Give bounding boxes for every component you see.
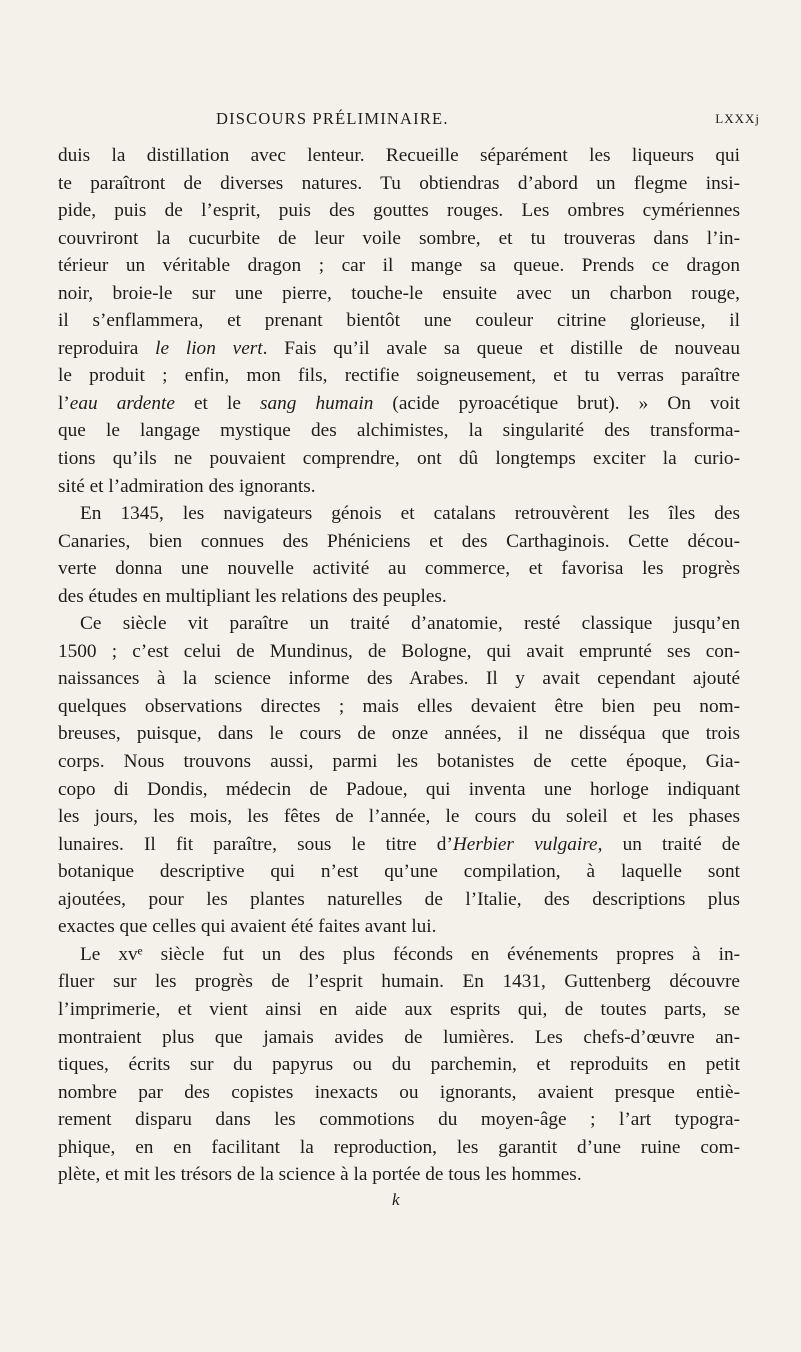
text-run: exactes que celles qui avaient été faites avant lui. xyxy=(58,916,437,938)
text-run: verte donna une nouvelle activité au commerce, et favorisa les progrès xyxy=(58,558,740,580)
text-run: il s’enflammera, et prenant bientôt une couleur citrine glorieuse, il xyxy=(58,310,740,332)
text-run: les jours, les mois, les fêtes de l’année, le cours du soleil et les phases xyxy=(58,806,740,828)
text-run: ajoutées, pour les plantes naturelles de l’Italie, des descriptions plus xyxy=(58,888,740,910)
text-run: duis la distillation avec lenteur. Recueille séparément les liqueurs qui xyxy=(58,145,740,166)
text-line xyxy=(58,1079,740,1107)
text-line xyxy=(58,610,740,638)
text-line xyxy=(58,941,740,969)
text-line xyxy=(58,1134,740,1162)
text-line xyxy=(58,1161,740,1189)
text-run: te paraîtront de diverses natures. Tu obtiendras d’abord un flegme insi- xyxy=(58,172,740,194)
text-line xyxy=(58,583,740,611)
text-run: plète, et mit les trésors de la science à la portée de tous les hommes. xyxy=(58,1164,582,1186)
text-run: l’imprimerie, et vient ainsi en aide aux esprits qui, de toutes parts, se xyxy=(58,998,740,1020)
text-run: . Fais qu’il avale sa queue et distille de nouveau xyxy=(262,337,740,359)
text-run: naissances à la science informe des Arabes. Il y avait cependant ajouté xyxy=(58,668,740,690)
text-line xyxy=(58,665,740,693)
text-line xyxy=(58,528,740,556)
text-line xyxy=(58,638,740,666)
text-run: tiques, écrits sur du papyrus ou du parchemin, et reproduits en petit xyxy=(58,1054,740,1076)
italic-phrase: le lion vert xyxy=(155,337,263,359)
text-run: reproduira xyxy=(58,337,156,359)
text-line xyxy=(58,335,740,363)
italic-phrase: eau ardente xyxy=(69,392,175,414)
text-run: que le langage mystique des alchimistes, la singularité des transforma- xyxy=(58,420,740,442)
text-run: quelques observations directes ; mais elles devaient être bien peu nom- xyxy=(58,695,740,717)
text-line xyxy=(58,968,740,996)
text-run: (acide pyroacétique brut). » On voit xyxy=(373,392,741,414)
text-run: phique, en en facilitant la reproduction, les garantit d’une ruine com- xyxy=(58,1136,740,1158)
text-run: copo di Dondis, médecin de Padoue, qui inventa une horloge indiquant xyxy=(58,778,740,800)
text-line xyxy=(58,555,740,583)
text-line xyxy=(58,252,740,280)
text-run: pide, puis de l’esprit, puis des gouttes rouges. Les ombres cymériennes xyxy=(58,200,740,222)
text-run: le produit ; enfin, mon fils, rectifie soigneusement, et tu verras paraître xyxy=(58,365,740,387)
text-line xyxy=(58,776,740,804)
text-run: sité et l’admiration des ignorants. xyxy=(58,475,316,497)
running-title: DISCOURS PRÉLIMINAIRE. xyxy=(216,109,449,128)
text-run: rement disparu dans les commotions du moyen-âge ; l’art typogra- xyxy=(58,1109,740,1131)
text-line xyxy=(58,417,740,445)
text-line xyxy=(58,362,740,390)
text-line xyxy=(58,858,740,886)
text-line xyxy=(58,748,740,776)
running-head xyxy=(40,109,760,133)
text-line xyxy=(58,473,740,501)
text-line xyxy=(58,500,740,528)
text-line xyxy=(58,803,740,831)
text-run: corps. Nous trouvons aussi, parmi les botanistes de cette époque, Gia- xyxy=(58,751,740,773)
text-run: fluer sur les progrès de l’esprit humain. En 1431, Guttenberg découvre xyxy=(58,971,740,993)
text-line xyxy=(58,307,740,335)
text-run: Le xvᵉ siècle fut un des plus féconds en événements propres à in- xyxy=(80,943,740,965)
text-run: En 1345, les navigateurs génois et catalans retrouvèrent les îles des xyxy=(80,503,740,525)
text-run: lunaires. Il fit paraître, sous le titre d’ xyxy=(58,833,453,855)
italic-phrase: Herbier vulgaire xyxy=(452,833,598,855)
text-run: , un traité de xyxy=(597,833,741,855)
text-run: térieur un véritable dragon ; car il mange sa queue. Prends ce dragon xyxy=(58,255,740,277)
text-run: couvriront la cucurbite de leur voile sombre, et tu trouveras dans l’in- xyxy=(58,227,740,249)
text-run: nombre par des copistes inexacts ou ignorants, avaient presque entiè- xyxy=(58,1081,740,1103)
text-run: breuses, puisque, dans le cours de onze années, il ne disséqua que trois xyxy=(58,723,740,745)
text-run: Ce siècle vit paraître un traité d’anatomie, resté classique jusqu’en xyxy=(80,613,740,635)
text-run: 1500 ; c’est celui de Mundinus, de Bologne, qui avait emprunté ses con- xyxy=(58,640,740,662)
text-line xyxy=(58,1051,740,1079)
text-run: montraient plus que jamais avides de lumières. Les chefs-d’œuvre an- xyxy=(58,1026,740,1048)
text-line xyxy=(58,913,740,941)
text-run: tions qu’ils ne pouvaient comprendre, ont dû longtemps exciter la curio- xyxy=(58,448,740,470)
text-run: des études en multipliant les relations des peuples. xyxy=(58,585,447,607)
text-line xyxy=(58,1106,740,1134)
text-line xyxy=(58,996,740,1024)
text-line xyxy=(58,390,740,418)
page-number: LXXXj xyxy=(715,111,760,126)
text-line xyxy=(58,170,740,198)
text-run: botanique descriptive qui n’est qu’une compilation, à laquelle sont xyxy=(58,861,740,883)
text-line xyxy=(58,280,740,308)
text-run: noir, broie-le sur une pierre, touche-le ensuite avec un charbon rouge, xyxy=(58,282,740,304)
text-line xyxy=(58,720,740,748)
text-run: l’ xyxy=(58,392,70,414)
text-line xyxy=(58,225,740,253)
text-line xyxy=(58,1024,740,1052)
text-line xyxy=(58,197,740,225)
body-text xyxy=(58,142,740,1189)
italic-phrase: sang humain xyxy=(259,392,374,414)
text-run: et le xyxy=(174,392,260,414)
text-line xyxy=(58,831,740,859)
text-run: Canaries, bien connues des Phéniciens et des Carthaginois. Cette décou- xyxy=(58,530,740,552)
text-line xyxy=(58,445,740,473)
signature-mark: k xyxy=(392,1190,400,1209)
text-line xyxy=(58,886,740,914)
text-line xyxy=(58,693,740,721)
text-line xyxy=(58,142,740,170)
